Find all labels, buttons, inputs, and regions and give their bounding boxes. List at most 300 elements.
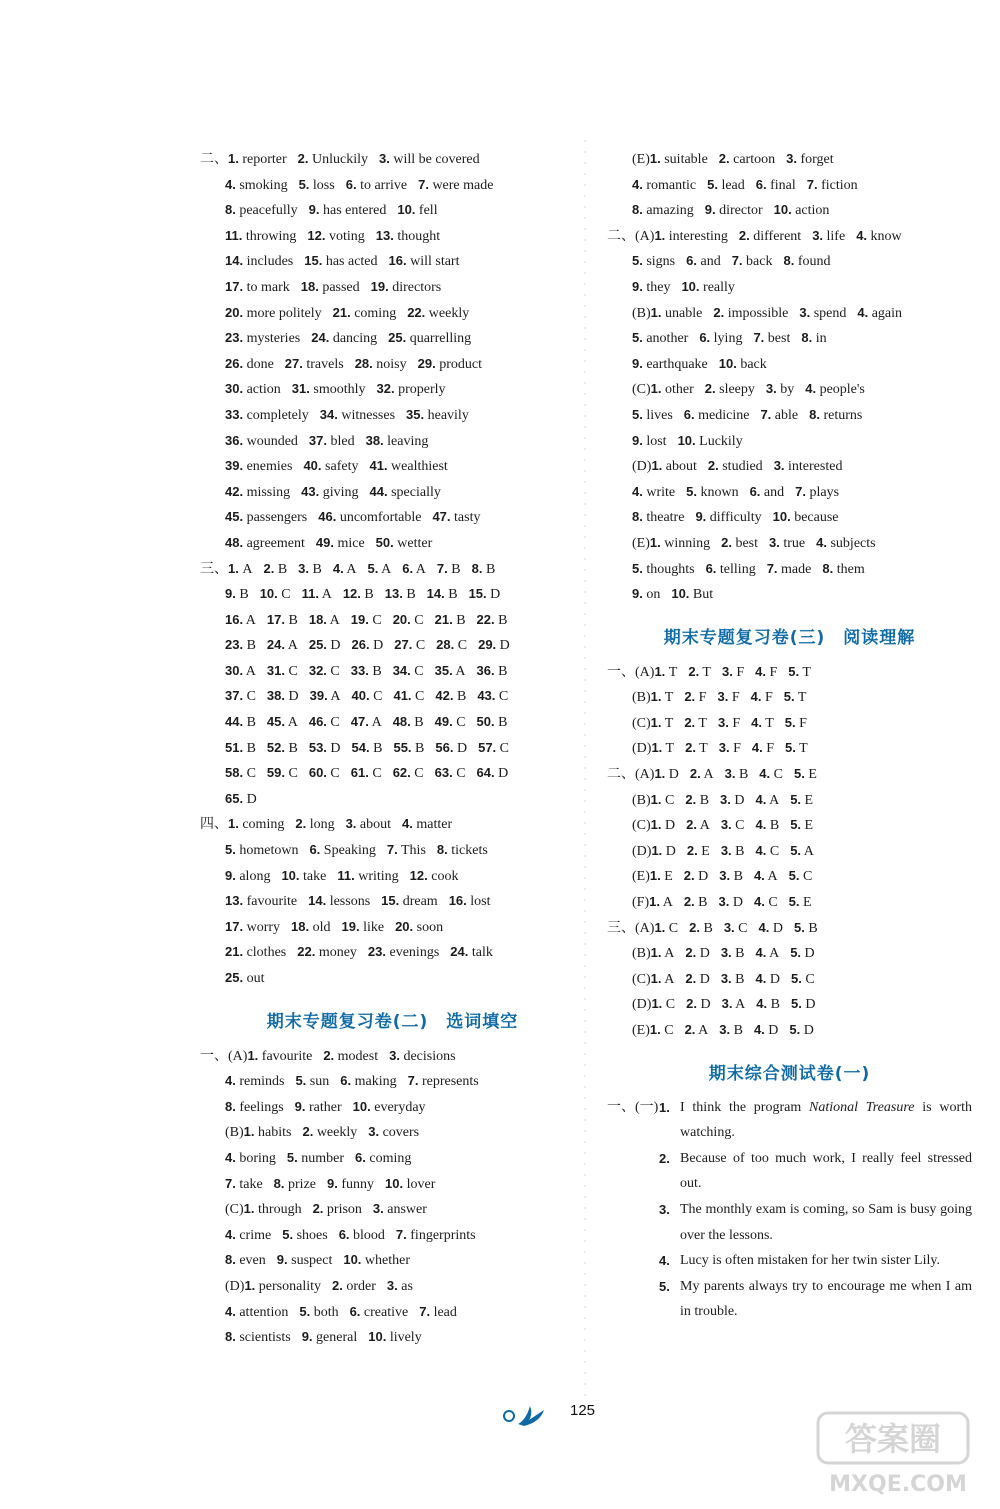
- answer-item: 25. quarrelling: [388, 330, 472, 347]
- answer-item: 4. B: [756, 996, 780, 1013]
- answer-item: 17. worry: [225, 918, 281, 935]
- answer-item: 10. Luckily: [677, 432, 743, 449]
- answer-item: 9. suspect: [276, 1252, 333, 1269]
- answer-item: 25. D: [308, 637, 341, 654]
- answer-item: 23. evenings: [367, 944, 440, 961]
- answer-item: 3. will be covered: [379, 151, 480, 167]
- answer-line: [200, 607, 585, 633]
- answer-item: 51. B: [225, 739, 256, 756]
- answer-item: 37. C: [225, 688, 256, 705]
- answer-item: 6. and: [686, 253, 721, 270]
- answer-item: 3. life: [812, 227, 846, 244]
- answer-item: 2. weekly: [302, 1124, 358, 1141]
- answer-item: 6. creative: [349, 1303, 409, 1320]
- answer-item: 9. director: [704, 202, 763, 219]
- answer-item: 31. smoothly: [291, 381, 366, 398]
- answer-item: 10. back: [718, 355, 767, 372]
- answer-item: 10. lover: [385, 1175, 436, 1192]
- answer-item: 7. fiction: [806, 176, 858, 193]
- answer-item: (A)1. D: [635, 766, 679, 783]
- answer-item: 3. about: [345, 816, 392, 833]
- answer-item: 38. leaving: [365, 432, 429, 449]
- answer-item: 9. earthquake: [632, 355, 708, 372]
- answer-item: 6. coming: [355, 1149, 412, 1166]
- answer-item: 30. A: [225, 662, 256, 679]
- answer-item: 40. safety: [303, 458, 359, 475]
- sentence-text: is worth watching.: [680, 1099, 972, 1141]
- answer-item: (E)1. E: [632, 868, 673, 885]
- answer-item: 4. B: [755, 817, 780, 834]
- answer-item: 3. F: [718, 740, 741, 757]
- answer-item: 2. order: [332, 1277, 376, 1294]
- answer-item: 56. D: [435, 739, 468, 756]
- answer-item: 4. subjects: [816, 534, 876, 551]
- answer-item: 3. B: [719, 868, 743, 885]
- answer-item: 12. voting: [307, 227, 365, 244]
- answer-item: 5. sun: [295, 1073, 330, 1090]
- answer-item: 52. B: [266, 739, 298, 756]
- answer-item: (D)1. about: [632, 458, 697, 475]
- answer-item: 4. people's: [805, 381, 865, 398]
- answer-item: 23. B: [225, 637, 256, 654]
- answer-item: 10. because: [772, 509, 839, 526]
- answer-item: 24. talk: [450, 944, 493, 961]
- answer-line: [200, 914, 585, 940]
- answer-item: 4. know: [856, 227, 902, 244]
- answer-item: 3. forget: [786, 151, 834, 167]
- answer-item: 36. wounded: [225, 432, 298, 449]
- answer-item: 10. fell: [397, 202, 438, 219]
- answer-line: [200, 709, 585, 735]
- answer-item: 12. cook: [409, 867, 459, 884]
- answer-item: 2. sleepy: [704, 381, 755, 398]
- answer-item: 55. B: [393, 739, 425, 756]
- answer-item: 8. feelings: [225, 1098, 284, 1115]
- answer-line: [200, 863, 585, 889]
- answer-item: 6. to arrive: [345, 176, 408, 193]
- answer-item: 2. F: [684, 689, 707, 706]
- sentence-italic-title: National Treasure: [808, 1099, 915, 1115]
- answer-item: 39. enemies: [225, 458, 293, 475]
- answer-item: 8. scientists: [225, 1329, 291, 1346]
- answer-item: 2. prison: [312, 1201, 362, 1218]
- answer-line: [200, 1068, 585, 1094]
- answer-item: 7. fingerprints: [395, 1226, 476, 1243]
- answer-item: 5. D: [790, 945, 815, 962]
- answer-item: 7. B: [436, 560, 461, 577]
- watermark-domain: MXQE.COM: [829, 1472, 967, 1497]
- answer-item: 3. F: [722, 663, 745, 680]
- answer-item: 5. C: [788, 868, 813, 885]
- answer-item: 2. impossible: [713, 304, 789, 321]
- answer-line: [607, 966, 972, 992]
- answer-line: [607, 530, 972, 556]
- answer-item: 2. B: [683, 894, 708, 911]
- answer-item: 4. F: [750, 689, 773, 706]
- section-number: 一、: [607, 664, 635, 680]
- answer-line: [200, 1273, 585, 1299]
- answer-item: 10. really: [681, 278, 735, 295]
- answer-item: 4. attention: [225, 1303, 289, 1320]
- answer-line: [607, 838, 972, 864]
- answer-item: 36. B: [476, 662, 508, 679]
- answer-line: [607, 863, 972, 889]
- answer-item: 11. A: [301, 586, 332, 603]
- answer-line: [607, 274, 972, 300]
- answer-item: 43. C: [477, 688, 509, 705]
- answer-item: (B)1. T: [632, 689, 674, 706]
- answer-item: 2. A: [684, 1022, 709, 1038]
- answer-line: [607, 556, 972, 582]
- answer-item: 3. B: [720, 842, 745, 859]
- answer-line: [200, 1324, 585, 1350]
- answer-item: 4. F: [755, 663, 778, 680]
- answer-item: 9. difficulty: [695, 509, 762, 526]
- section-title-main: 期末综合测试卷(一): [708, 1063, 871, 1084]
- answer-item: 20. more politely: [225, 304, 322, 321]
- answer-item: 9. along: [225, 867, 271, 884]
- sentence-text: Lucy is often mistaken for her twin sister Lily.: [680, 1253, 940, 1269]
- answer-item: 5. B: [793, 919, 818, 936]
- answer-item: 8. amazing: [632, 202, 694, 219]
- answer-item: (C)1. T: [632, 714, 674, 731]
- section-number: 二、(A): [607, 228, 655, 244]
- answer-item: 48. agreement: [225, 534, 305, 551]
- watermark-logo: [810, 1405, 985, 1500]
- answer-line: [200, 351, 585, 377]
- answer-item: 16. will start: [388, 253, 460, 270]
- answer-item: 5. loss: [298, 176, 335, 193]
- answer-item: 9. has entered: [308, 202, 387, 219]
- answer-item: 4. D: [755, 970, 780, 987]
- answer-item: 10. take: [281, 867, 327, 884]
- answer-item: 3. F: [717, 689, 740, 706]
- answer-line: [200, 965, 585, 991]
- answer-item: 4. C: [753, 894, 778, 911]
- answer-item: 7. This: [386, 842, 426, 859]
- answer-item: 21. coming: [332, 304, 397, 321]
- answer-item: 7. lead: [419, 1303, 457, 1320]
- answer-sentence: [607, 1095, 972, 1146]
- answer-item: 2. A: [689, 766, 714, 783]
- answer-item: 5. number: [286, 1149, 345, 1166]
- answer-item: (D)1. T: [632, 740, 675, 757]
- answer-item: 7. back: [731, 253, 773, 270]
- answer-item: 11. throwing: [225, 227, 297, 244]
- answer-sentence: [607, 1197, 972, 1248]
- answer-item: 4. smoking: [225, 176, 288, 193]
- answer-item: 46. uncomfortable: [318, 509, 422, 526]
- answer-item: 35. heavily: [406, 406, 469, 423]
- answer-item: 2. B: [263, 560, 288, 577]
- answer-item: 5. D: [790, 996, 816, 1013]
- answer-item: 19. directors: [370, 278, 442, 295]
- answer-item: 3. spend: [799, 304, 847, 321]
- answer-item: 3. C: [723, 919, 748, 936]
- page-number: 125: [570, 1402, 596, 1419]
- answer-item: 7. were made: [418, 176, 494, 193]
- answer-item: (D)1. personality: [225, 1277, 321, 1294]
- answer-item: 7. plays: [795, 483, 840, 500]
- answer-line: [200, 325, 585, 351]
- answer-item: (A)1. C: [635, 919, 679, 936]
- answer-item: 2. T: [688, 663, 711, 680]
- answer-item: (E)1. suitable: [632, 151, 708, 167]
- answer-item: 14. includes: [225, 253, 294, 270]
- answer-line: [200, 581, 585, 607]
- answer-item: 3. true: [769, 534, 806, 551]
- sentence-number: 5.: [659, 1278, 670, 1294]
- answer-item: 19. C: [350, 611, 382, 628]
- answer-item: 53. D: [308, 739, 341, 756]
- answer-item: 4. reminds: [225, 1073, 285, 1090]
- answer-item: 2. T: [685, 740, 708, 757]
- answer-item: 22. B: [476, 611, 508, 628]
- answer-item: 3. C: [720, 817, 745, 834]
- answer-item: 5. A: [790, 842, 814, 859]
- answer-item: (B)1. habits: [225, 1124, 292, 1141]
- answer-item: 1. favourite: [247, 1047, 313, 1064]
- answer-line: [607, 325, 972, 351]
- answer-item: 2. D: [685, 970, 710, 987]
- answer-item: 9. B: [225, 586, 249, 603]
- answer-line: [200, 1119, 585, 1145]
- answer-item: 49. mice: [315, 534, 365, 551]
- answer-item: 3. answer: [372, 1201, 427, 1218]
- answer-item: 4. A: [755, 791, 780, 808]
- answer-line: [607, 351, 972, 377]
- answer-item: 4. D: [753, 1022, 779, 1038]
- answer-item: 13. favourite: [225, 893, 298, 910]
- answer-line: [607, 172, 972, 198]
- answer-item: (B)1. C: [632, 791, 675, 808]
- answer-item: 37. bled: [308, 432, 355, 449]
- answer-item: 2. B: [685, 791, 710, 808]
- answer-item: 5. T: [788, 663, 811, 680]
- answer-item: 5. another: [632, 330, 689, 347]
- answer-item: 17. to mark: [225, 278, 290, 295]
- answer-line: [607, 402, 972, 428]
- answer-item: 19. like: [341, 918, 385, 935]
- section-number: 三、: [200, 561, 228, 577]
- answer-item: 8. even: [225, 1252, 266, 1269]
- watermark-text: 答案圈: [844, 1420, 942, 1458]
- answer-line: [607, 376, 972, 402]
- answer-item: 8. in: [801, 330, 827, 347]
- answer-item: 32. properly: [376, 381, 446, 398]
- answer-item: 49. C: [434, 714, 466, 731]
- answer-item: 38. D: [266, 688, 299, 705]
- answer-line: [200, 530, 585, 556]
- answer-item: 4. C: [755, 842, 780, 859]
- answer-item: 5. thoughts: [632, 560, 695, 577]
- answer-line: [200, 939, 585, 965]
- answer-item: 18. A: [308, 611, 340, 628]
- answer-item: 6. final: [755, 176, 796, 193]
- answer-sentence: [607, 1248, 972, 1274]
- sentence-text: Because of too much work, I really feel stressed out.: [680, 1150, 972, 1192]
- answer-item: 1. reporter: [228, 151, 287, 167]
- answer-item: (C)1. through: [225, 1201, 302, 1218]
- answer-item: 8. prize: [273, 1175, 316, 1192]
- answer-item: 15. dream: [381, 893, 438, 910]
- answer-item: 4. C: [759, 766, 783, 783]
- answer-item: 5. F: [784, 714, 807, 731]
- answer-item: 32. C: [308, 662, 340, 679]
- answer-item: 8. theatre: [632, 509, 685, 526]
- answer-line: [200, 1247, 585, 1273]
- answer-item: 31. C: [266, 662, 298, 679]
- answer-item: 26. done: [225, 355, 274, 372]
- answer-item: 5. known: [686, 483, 739, 500]
- answer-line: [200, 223, 585, 249]
- sentence-number: 1.: [659, 1099, 670, 1115]
- answer-line: [200, 1299, 585, 1325]
- answer-item: (D)1. C: [632, 996, 676, 1013]
- answer-item: 5. E: [790, 791, 814, 808]
- answer-item: 40. C: [351, 688, 383, 705]
- answer-line: [607, 812, 972, 838]
- answer-item: 2. Unluckily: [297, 151, 368, 167]
- answer-item: 23. mysteries: [225, 330, 301, 347]
- answer-item: 10. lively: [368, 1329, 422, 1346]
- answer-item: 60. C: [308, 765, 340, 782]
- answer-item: 7. take: [225, 1175, 263, 1192]
- answer-line: [200, 1222, 585, 1248]
- answer-line: [607, 1017, 972, 1043]
- answer-line: [200, 632, 585, 658]
- answer-item: 1. A: [228, 560, 253, 577]
- answer-line: [607, 248, 972, 274]
- answer-item: 28. C: [436, 637, 468, 654]
- answer-item: 50. B: [476, 714, 508, 731]
- answer-item: 9. on: [632, 586, 661, 603]
- answer-line: [200, 735, 585, 761]
- answer-item: 27. travels: [284, 355, 344, 372]
- answer-line: [607, 991, 972, 1017]
- answer-item: 58. C: [225, 765, 256, 782]
- answer-item: 3. B: [298, 560, 322, 577]
- answer-item: 5. D: [789, 1022, 814, 1038]
- answer-item: 57. C: [478, 739, 510, 756]
- answer-line: [607, 428, 972, 454]
- answer-item: 25. out: [225, 970, 265, 986]
- section-title-sub: 阅读理解: [843, 627, 916, 648]
- answer-item: 21. clothes: [225, 944, 287, 961]
- answer-item: 5. hometown: [225, 842, 299, 859]
- answer-item: 7. made: [766, 560, 812, 577]
- bird-logo-icon: [500, 1400, 548, 1428]
- answer-item: 3. D: [720, 791, 745, 808]
- answer-item: (C)1. A: [632, 970, 675, 987]
- answer-item: 6. telling: [705, 560, 756, 577]
- answer-item: 3. F: [717, 714, 741, 731]
- section-number: 二、: [607, 767, 635, 783]
- answer-item: 3. decisions: [389, 1047, 456, 1064]
- answer-item: 5. lives: [632, 406, 673, 423]
- answer-line: [200, 658, 585, 684]
- answer-item: 15. has acted: [304, 253, 378, 270]
- answer-item: (E)1. winning: [632, 534, 711, 551]
- answer-item: 2. studied: [707, 458, 763, 475]
- answer-item: 63. C: [434, 765, 466, 782]
- answer-line: [200, 811, 585, 837]
- answer-item: 5. signs: [632, 253, 676, 270]
- answer-item: 5. E: [790, 817, 814, 834]
- answer-item: 16. A: [225, 611, 256, 628]
- answer-item: 45. passengers: [225, 509, 308, 526]
- answer-item: 14. B: [426, 586, 458, 603]
- answer-line: [607, 504, 972, 530]
- answer-item: (C)1. other: [632, 381, 694, 398]
- answer-item: 8. found: [783, 253, 831, 270]
- answer-item: 5. C: [790, 970, 815, 987]
- answer-item: 59. C: [266, 765, 298, 782]
- answer-item: 4. again: [857, 304, 903, 321]
- sentence-number: 3.: [659, 1201, 670, 1217]
- answer-item: 3. by: [765, 381, 795, 398]
- answer-item: 24. dancing: [311, 330, 378, 347]
- answer-line: [200, 1145, 585, 1171]
- answer-item: 2. B: [689, 919, 713, 936]
- answer-item: 2. best: [721, 534, 759, 551]
- answer-line: [607, 146, 972, 172]
- section-number: 二、: [200, 152, 228, 167]
- answer-item: 6. A: [402, 560, 426, 577]
- sentence-text: My parents always try to encourage me when I am in trouble.: [680, 1278, 972, 1320]
- answer-item: 34. C: [392, 662, 424, 679]
- answer-item: 2. D: [685, 945, 710, 962]
- answer-item: 14. lessons: [308, 893, 371, 910]
- sentence-number: 4.: [659, 1253, 670, 1269]
- answer-sentence: [607, 1146, 972, 1197]
- answer-item: 2. cartoon: [718, 151, 776, 167]
- answer-item: 2. modest: [323, 1047, 379, 1064]
- section-title-sub: 选词填空: [446, 1011, 519, 1032]
- answer-item: 24. A: [266, 637, 298, 654]
- column-divider: [583, 140, 587, 1400]
- answer-item: (A)1. T: [635, 663, 678, 680]
- sentence-text: I think the program: [680, 1099, 809, 1115]
- answer-item: (B)1. A: [632, 945, 675, 962]
- answer-line: [607, 197, 972, 223]
- answer-item: 7. able: [760, 406, 799, 423]
- answer-line: [607, 735, 972, 761]
- answer-item: 16. lost: [448, 893, 491, 910]
- answer-line: [607, 581, 972, 607]
- section-number: 四、: [200, 817, 228, 833]
- answer-item: 62. C: [392, 765, 424, 782]
- answer-line: [200, 274, 585, 300]
- answer-item: 8. B: [471, 560, 496, 577]
- answer-item: 20. C: [392, 611, 424, 628]
- section-title-main: 期末专题复习卷(三): [663, 627, 826, 648]
- answer-item: 21. B: [434, 611, 466, 628]
- answer-item: 4. A: [332, 560, 357, 577]
- answer-item: 28. noisy: [354, 355, 407, 372]
- right-column: [607, 146, 972, 1325]
- answer-item: 4. boring: [225, 1149, 276, 1166]
- answer-item: 65. D: [225, 790, 257, 807]
- answer-line: [200, 248, 585, 274]
- answer-line: [200, 504, 585, 530]
- answer-item: 2. different: [738, 227, 802, 244]
- answer-item: 4. A: [753, 868, 778, 885]
- answer-item: 3. D: [718, 894, 743, 911]
- answer-item: 29. product: [417, 355, 482, 372]
- answer-item: 9. rather: [294, 1098, 342, 1115]
- answer-item: 35. A: [434, 662, 466, 679]
